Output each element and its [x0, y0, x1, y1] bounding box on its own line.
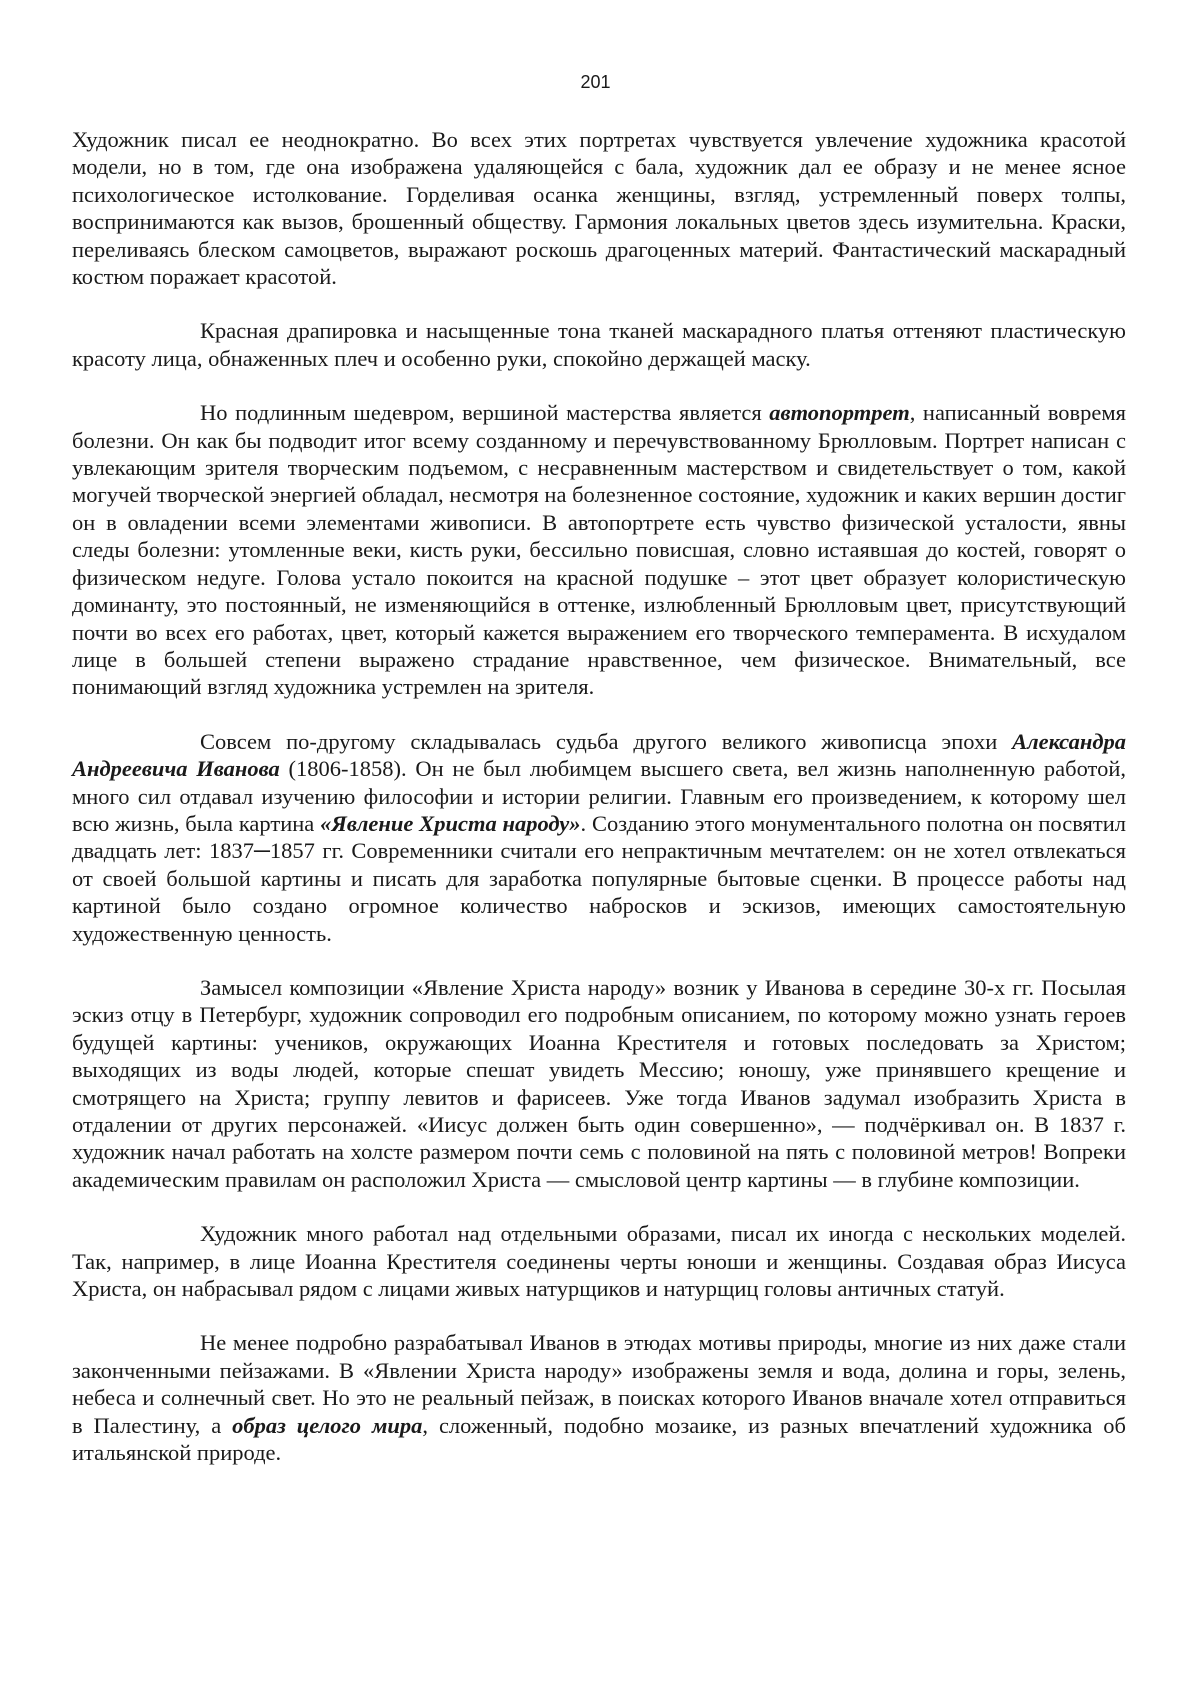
- text-run: Художник много работал над отдельными образами, писал их иногда с нескольких моделей. Так, например, в лице Иоанна Крестителя соединены черты юноши и женщины. Создавая образ Иисуса Христа, он набрасывал рядом с лицами живых натурщиков и натурщиц головы античных статуй.: [72, 1221, 1126, 1302]
- text-run: , сложенный, подобно мозаике, из разных впечатлений художника об итальянской природе.: [72, 1412, 1126, 1466]
- paragraph: [72, 974, 1126, 1193]
- emphasis-term: автопортрет: [769, 400, 910, 426]
- paragraph: [72, 399, 1126, 700]
- paragraph: [72, 1329, 1126, 1466]
- paragraph: [72, 317, 1126, 372]
- text-run: . Созданию этого монументального полотна он посвятил двадцать лет: 1837─1857 гг. Современники считали его непрактичным мечтателем: он не хотел отвлекаться от своей большой картины и писать для заработка популярные бытовые сценки. В процессе работы над картиной было создано огромное количество набросков и эскизов, имеющих самостоятельную художественную ценность.: [72, 810, 1126, 946]
- text-run: Совсем по-другому складывалась судьба другого великого живописца эпохи: [200, 728, 1013, 754]
- text-run: Но подлинным шедевром, вершиной мастерства является: [200, 400, 770, 426]
- paragraph: [72, 728, 1126, 947]
- text-run: Художник писал ее неоднократно. Во всех этих портретах чувствуется увлечение художника красотой модели, но в том, где она изображена удаляющейся с бала, художник дал ее образу и не менее ясное психологическое истолкование. Горделивая осанка женщины, взгляд, устремленный поверх толпы, воспринимаются как вызов, брошенный обществу. Гармония локальных цветов здесь изумительна. Краски, переливаясь блеском самоцветов, выражают роскошь драгоценных материй. Фантастический маскарадный костюм поражает красотой.: [72, 127, 1126, 290]
- text-run: Замысел композиции «Явление Христа народу» возник у Иванова в середине 30-х гг. Посылая эскиз отцу в Петербург, художник сопроводил его подробным описанием, по которому можно узнать героев будущей картины: учеников, окружающих Иоанна Крестителя и готовых последовать за Христом; выходящих из воды людей, которые спешат увидеть Мессию; юношу, уже принявшего крещение и смотрящего на Христа; группу левитов и фарисеев. Уже тогда Иванов задумал изобразить Христа в отдалении от других персонажей. «Иисус должен быть один совершенно», — подчёркивал он. В 1837 г. художник начал работать на холсте размером почти семь с половиной на пять с половиной метров! Вопреки академическим правилам он расположил Христа — смысловой центр картины — в глубине композиции.: [72, 974, 1126, 1192]
- text-run: , написанный вовремя болезни. Он как бы подводит итог всему созданному и перечувствованному Брюлловым. Портрет написан с увлекающим зрителя творческим подъемом, с несравненным мастерством и свидетельствует о том, какой могучей творческой энергией обладал, несмотря на болезненное состояние, художник и каких вершин достиг он в овладении всеми элементами живописи. В автопортрете есть чувство физической усталости, явны следы болезни: утомленные веки, кисть руки, бессильно повисшая, словно истаявшая до костей, говорят о физическом недуге. Голова устало покоится на красной подушке – этот цвет образует колористическую доминанту, это постоянный, не изменяющийся в оттенке, излюбленный Брюлловым цвет, присутствующий почти во всех его работах, цвет, который кажется выражением его творческого темперамента. В исхудалом лице в большей степени выражено страдание нравственное, чем физическое. Внимательный, все понимающий взгляд художника устремлен на зрителя.: [72, 400, 1126, 700]
- paragraph: [72, 1220, 1126, 1302]
- text-run: Не менее подробно разрабатывал Иванов в этюдах мотивы природы, многие из них даже стали законченными пейзажами. В «Явлении Христа народу» изображены земля и вода, долина и горы, зелень, небеса и солнечный свет. Но это не реальный пейзаж, в поисках которого Иванов вначале хотел отправиться в Палестину, а: [72, 1330, 1126, 1438]
- document-body: [72, 126, 1126, 1466]
- text-run: (1806-1858). Он не был любимцем высшего света, вел жизнь наполненную работой, много сил отдавал изучению философии и истории религии. Главным его произведением, к которому шел всю жизнь, была картина: [72, 756, 1126, 836]
- page-number: 201: [580, 72, 611, 92]
- emphasis-term: образ целого мира: [232, 1412, 423, 1438]
- paragraph: [72, 126, 1126, 290]
- emphasis-name: Александра Андреевича Иванова: [72, 728, 1126, 782]
- text-run: Красная драпировка и насыщенные тона тканей маскарадного платья оттеняют пластическую красоту лица, обнаженных плеч и особенно руки, спокойно держащей маску.: [72, 318, 1126, 371]
- emphasis-artwork-title: «Явление Христа народу»: [320, 810, 581, 836]
